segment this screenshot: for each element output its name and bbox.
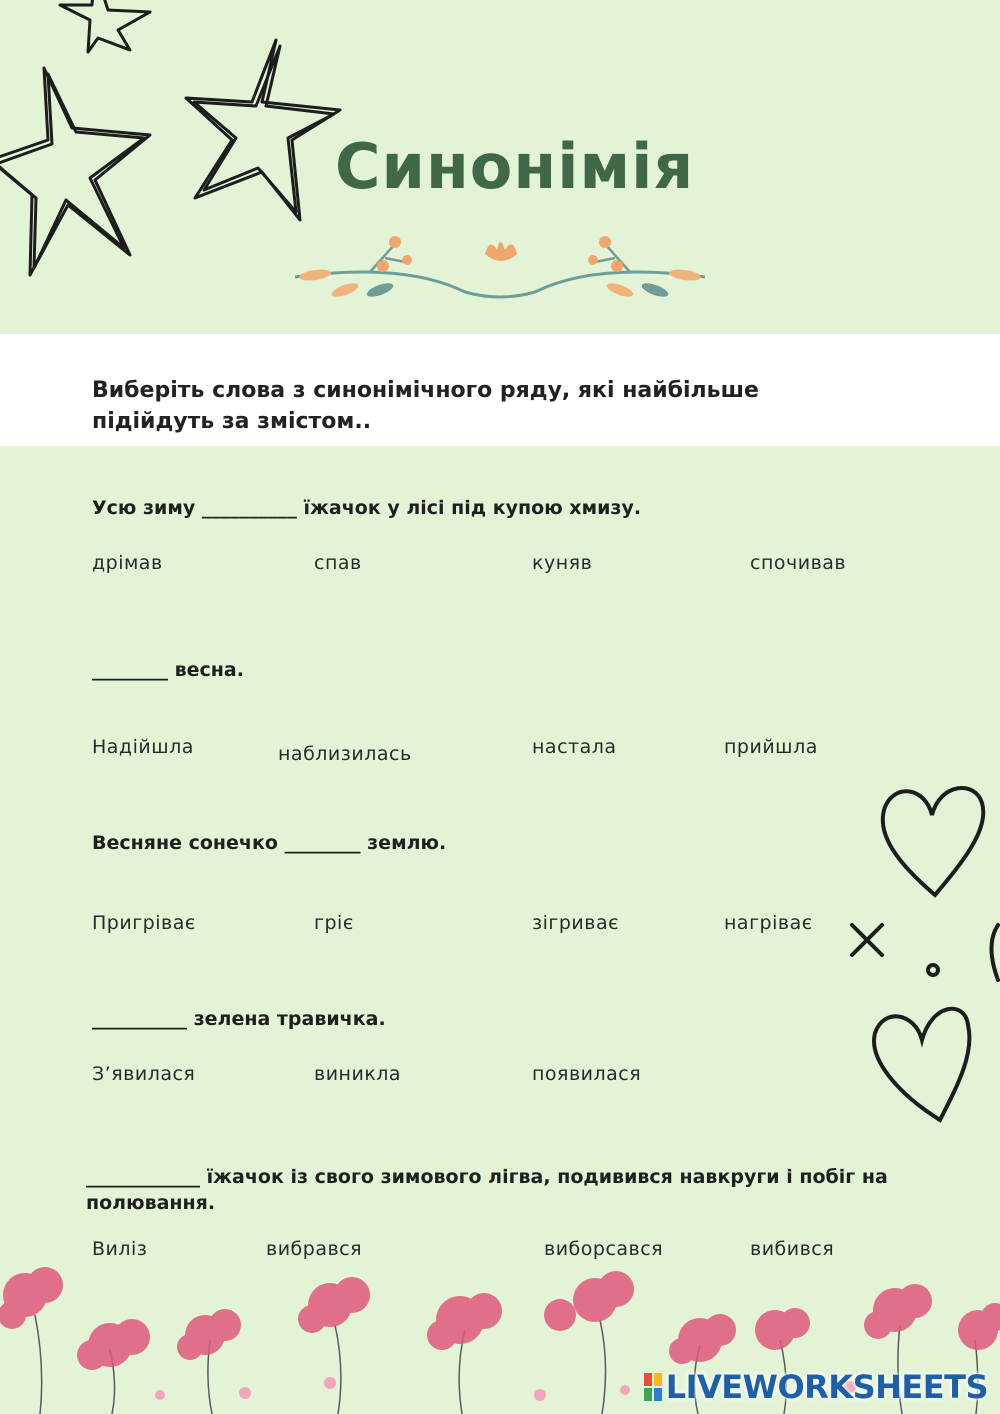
flower-icon bbox=[298, 1277, 370, 1333]
exercise-2-option-2[interactable]: наблизилась bbox=[278, 743, 412, 765]
flower-icon bbox=[177, 1309, 241, 1360]
exercise-1-option-1[interactable]: дрімав bbox=[92, 552, 163, 574]
exercise-4-option-3[interactable]: появилася bbox=[532, 1063, 642, 1085]
flower-icon bbox=[669, 1314, 736, 1364]
exercise-2-sentence: ________ весна. bbox=[92, 659, 244, 681]
exercise-1-sentence: Усю зиму __________ їжачок у лісі під купою хмизу. bbox=[92, 497, 642, 519]
exercise-4-option-2[interactable]: виникла bbox=[314, 1063, 402, 1085]
watermark-text: LIVEWORKSHEETS bbox=[665, 1368, 988, 1406]
heart-icon bbox=[874, 1009, 969, 1120]
instruction-text: Виберіть слова з синонімічного ряду, які найбільше підійдуть за змістом.. bbox=[92, 378, 759, 434]
exercise-3-option-4[interactable]: нагріває bbox=[724, 912, 813, 934]
exercise-2-option-3[interactable]: настала bbox=[532, 736, 617, 758]
exercise-5-sentence: ____________ їжачок із свого зимового лігва, подивився навкруги і побіг на полювання. bbox=[86, 1166, 888, 1214]
exercise-3-sentence: Весняне сонечко ________ землю. bbox=[92, 832, 447, 854]
star-icon bbox=[0, 68, 150, 275]
exercise-1-option-4[interactable]: спочивав bbox=[750, 552, 847, 574]
exercise-3-option-2[interactable]: гріє bbox=[314, 912, 354, 934]
exercise-1-option-2[interactable]: спав bbox=[314, 552, 362, 574]
exercise-5-option-4[interactable]: вибився bbox=[750, 1238, 835, 1260]
flower-icon bbox=[544, 1271, 634, 1331]
flower-icon bbox=[864, 1284, 932, 1339]
flower-icon bbox=[755, 1308, 810, 1350]
watermark bbox=[644, 1368, 988, 1406]
star-icon bbox=[60, 0, 150, 52]
exercise-4-sentence: __________ зелена травичка. bbox=[92, 1008, 386, 1030]
flower-icon bbox=[958, 1303, 1000, 1350]
exercise-5-option-1[interactable]: Виліз bbox=[92, 1238, 148, 1260]
heart-icon bbox=[883, 788, 984, 895]
exercise-5-option-2[interactable]: вибрався bbox=[266, 1238, 363, 1260]
exercise-5-option-3[interactable]: виборсався bbox=[544, 1238, 664, 1260]
liveworksheets-logo-icon bbox=[644, 1373, 662, 1401]
exercise-3-option-1[interactable]: Пригріває bbox=[92, 912, 196, 934]
flower-icon bbox=[77, 1319, 150, 1370]
close-icon bbox=[852, 925, 882, 955]
flower-icon bbox=[0, 1267, 63, 1329]
page-title: Синонімія bbox=[335, 130, 695, 203]
exercise-1-option-3[interactable]: куняв bbox=[532, 552, 593, 574]
flower-icon bbox=[427, 1293, 502, 1350]
exercise-3-option-3[interactable]: зігриває bbox=[532, 912, 620, 934]
exercise-2-option-4[interactable]: прийшла bbox=[724, 736, 818, 758]
floral-divider bbox=[285, 232, 715, 304]
star-icon bbox=[186, 40, 340, 220]
exercise-4-option-1[interactable]: З’явилася bbox=[92, 1063, 196, 1085]
hearts-decoration bbox=[840, 775, 1000, 1130]
exercise-2-option-1[interactable]: Надійшла bbox=[92, 736, 194, 758]
